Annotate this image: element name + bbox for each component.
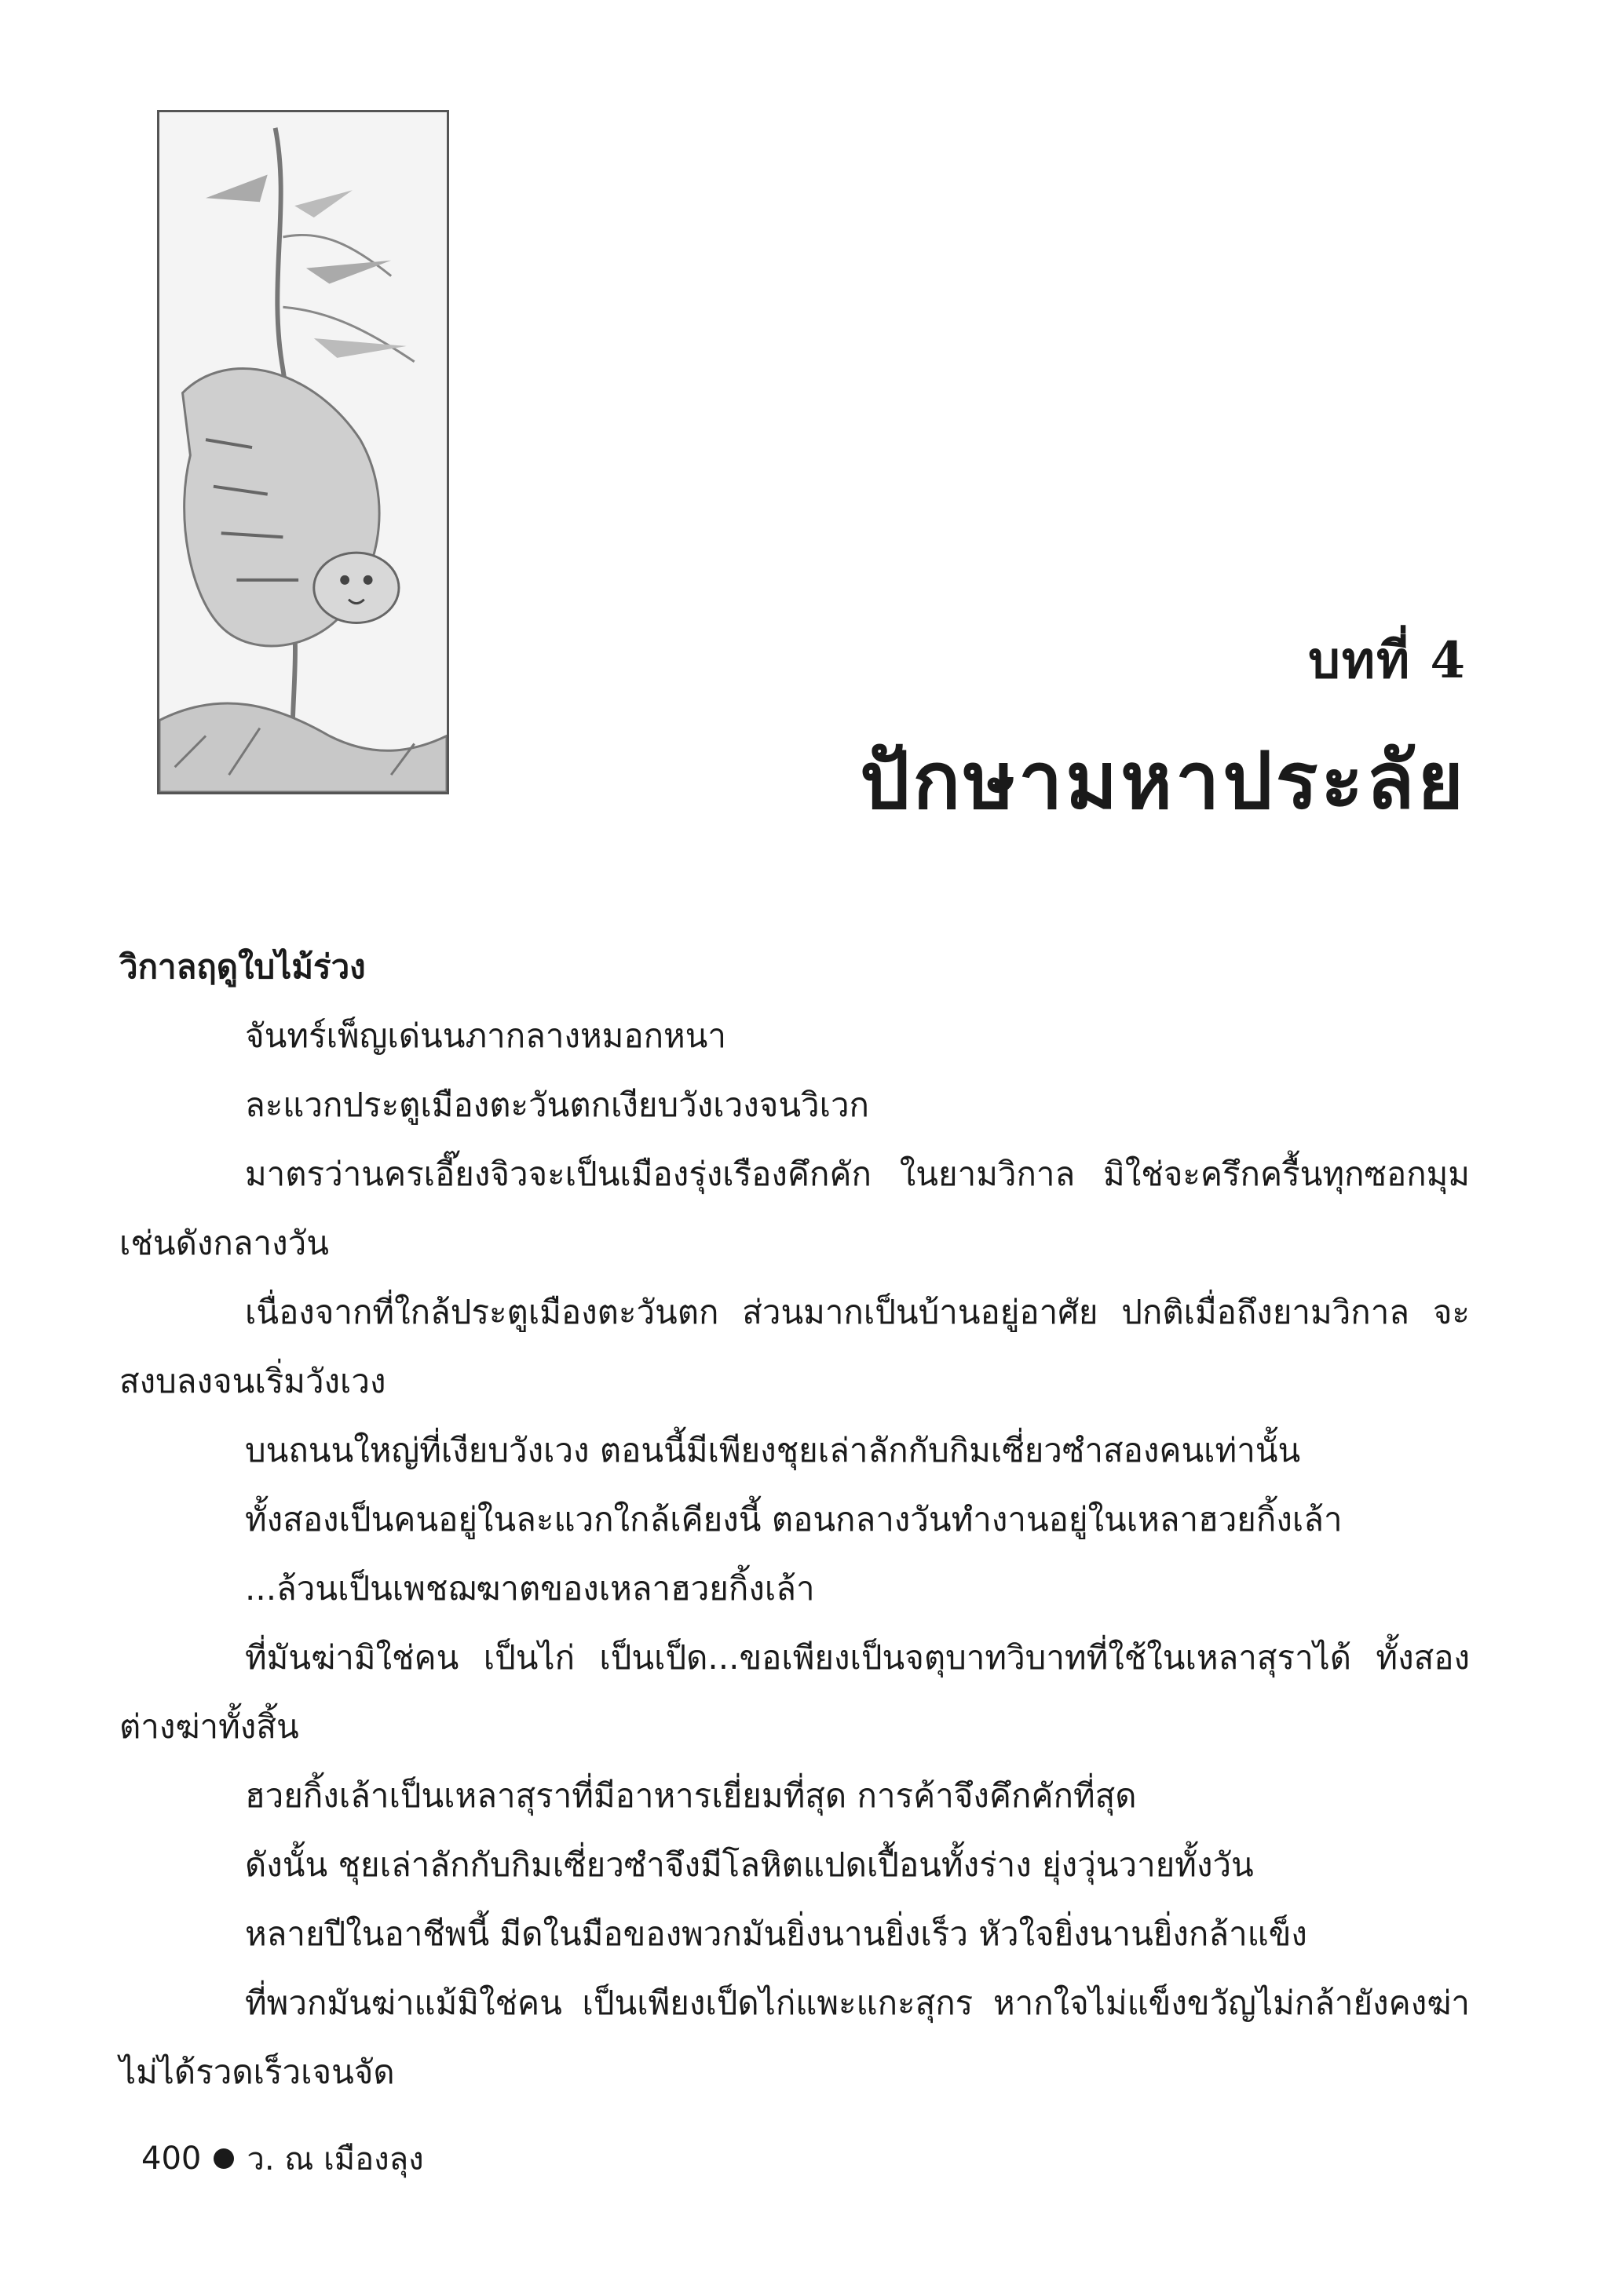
paragraph: ...ล้วนเป็นเพชฌฆาตของเหลาฮวยกิ้งเล้า <box>245 1569 815 1608</box>
chapter-title: ปักษามหาประลัย <box>860 734 1467 827</box>
paragraph: ละแวกประตูเมืองตะวันตกเงียบวังเวงจนวิเวก <box>245 1086 869 1124</box>
paragraph: ดังนั้น ชุยเล่าลักกับกิมเซี่ยวซำจึงมีโลหิตแปดเปื้อนทั้งร่าง ยุ่งวุ่นวายทั้งวัน <box>245 1845 1254 1884</box>
section-heading: วิกาลฤดูใบไม้ร่วง <box>119 947 366 986</box>
chapter-number: บทที่ 4 <box>1308 631 1467 690</box>
chapter-body <box>119 933 1470 2107</box>
paragraph: จันทร์เพ็ญเด่นนภากลางหมอกหนา <box>245 1017 726 1055</box>
paragraph: ที่มันฆ่ามิใช่คน เป็นไก่ เป็นเป็ด...ขอเพียงเป็นจตุบาทวิบาทที่ใช้ในเหลาสุราได้ ทั้งสองต่างฆ่าทั้งสิ้น <box>119 1638 1470 1746</box>
author-name: ว. ณ เมืองลุง <box>247 2141 424 2177</box>
paragraph: เนื่องจากที่ใกล้ประตูเมืองตะวันตก ส่วนมากเป็นบ้านอยู่อาศัย ปกติเมื่อถึงยามวิกาล จะสงบลงจนเริ่มวังเวง <box>119 1293 1470 1400</box>
paragraph: มาตรว่านครเอี๊ยงจิวจะเป็นเมืองรุ่งเรืองคึกคัก ในยามวิกาล มิใช่จะครึกครื้นทุกซอกมุมเช่นดังกลางวัน <box>119 1155 1470 1262</box>
tiger-bamboo-drawing <box>159 112 447 792</box>
tiger-illustration <box>157 110 449 794</box>
paragraph: หลายปีในอาชีพนี้ มีดในมือของพวกมันยิ่งนานยิ่งเร็ว หัวใจยิ่งนานยิ่งกล้าแข็ง <box>245 1915 1307 1953</box>
bullet-icon <box>214 2148 234 2169</box>
paragraph: ที่พวกมันฆ่าแม้มิใช่คน เป็นเพียงเป็ดไก่แพะแกะสุกร หากใจไม่แข็งขวัญไม่กล้ายังคงฆ่าไม่ได้รวดเร็วเจนจัด <box>119 1984 1470 2091</box>
paragraph: ทั้งสองเป็นคนอยู่ในละแวกใกล้เคียงนี้ ตอนกลางวันทำงานอยู่ในเหลาฮวยกิ้งเล้า <box>245 1500 1343 1539</box>
page-number: 400 <box>141 2141 202 2177</box>
page-footer <box>141 2134 424 2184</box>
paragraph: ฮวยกิ้งเล้าเป็นเหลาสุราที่มีอาหารเยี่ยมที่สุด การค้าจึงคึกคักที่สุด <box>245 1776 1137 1815</box>
paragraph: บนถนนใหญ่ที่เงียบวังเวง ตอนนี้มีเพียงชุยเล่าลักกับกิมเซี่ยวซำสองคนเท่านั้น <box>245 1431 1301 1469</box>
